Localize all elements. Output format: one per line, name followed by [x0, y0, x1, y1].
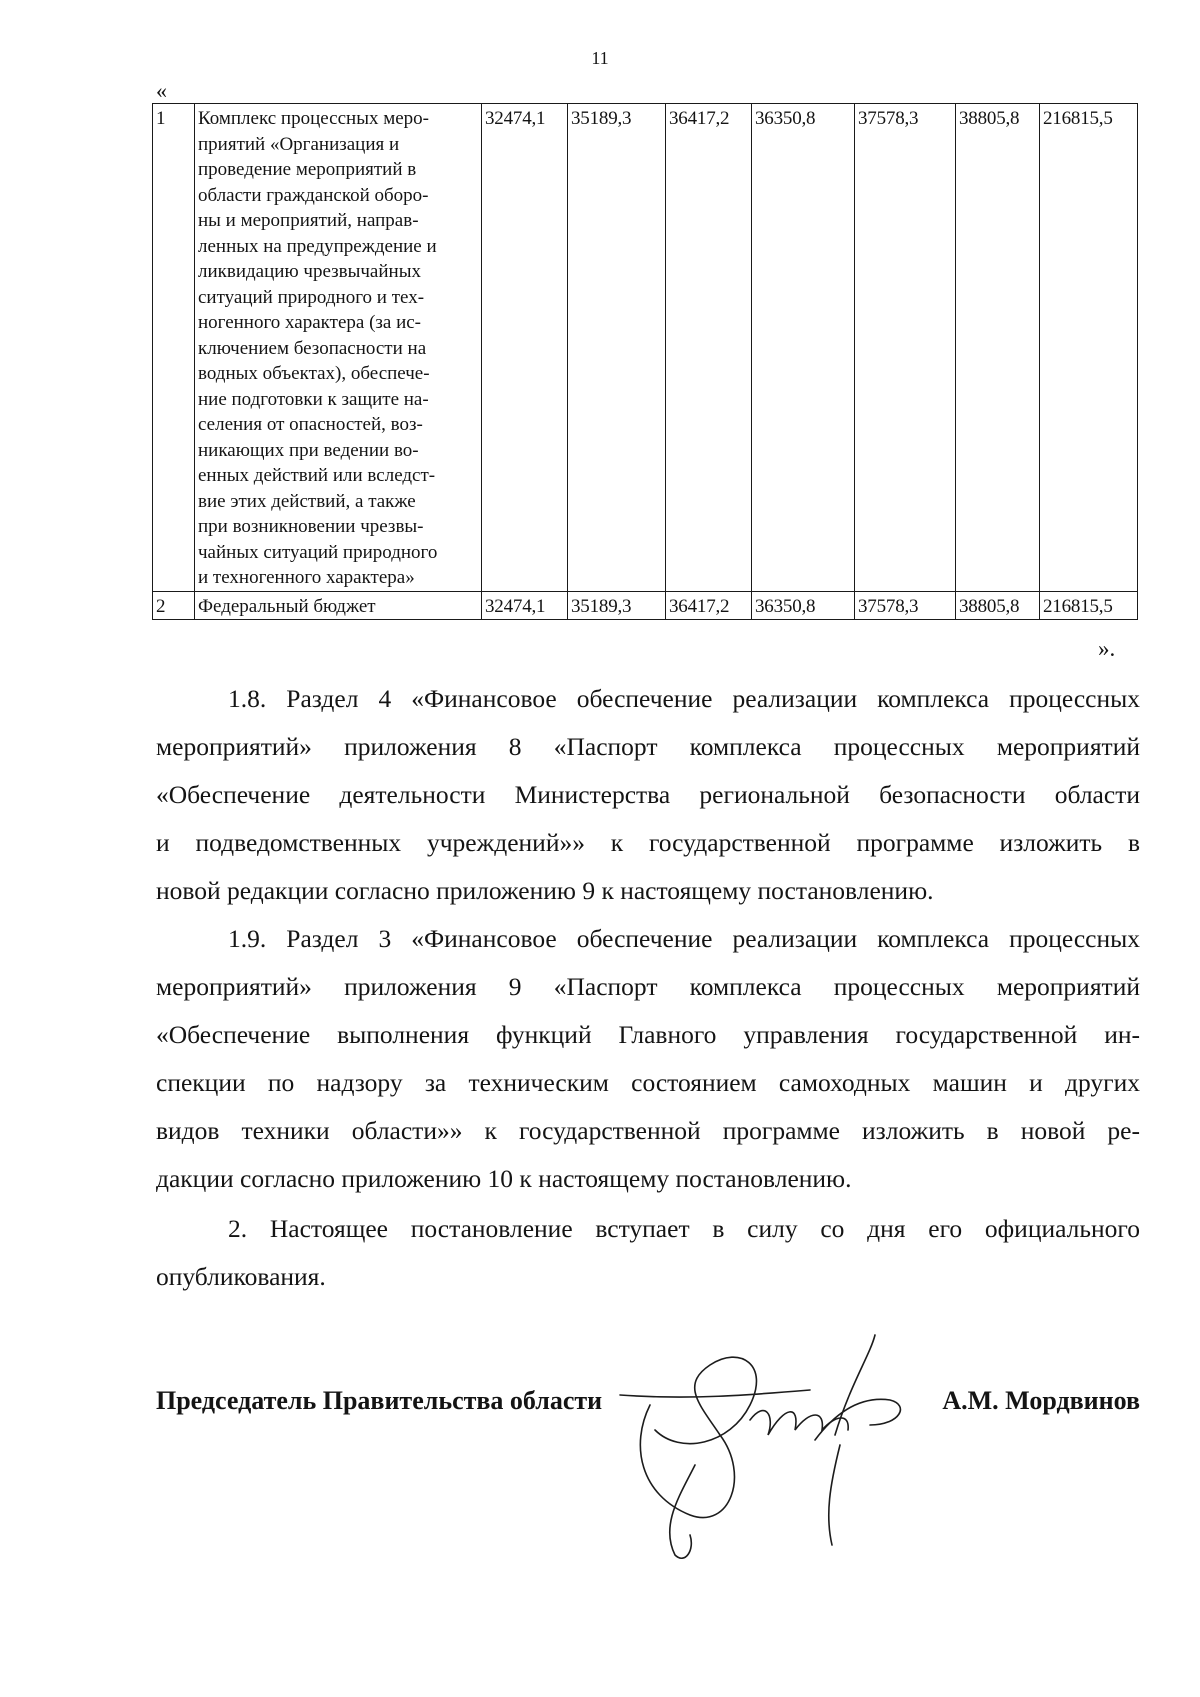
row-name-line: водных объектах), обеспече- [198, 363, 430, 384]
value-cell: 36350,8 [752, 104, 855, 592]
paragraph-line: 2. Настоящее постановление вступает в силу со дня его официального [228, 1214, 1140, 1243]
row-name-line: ликвидацию чрезвычайных [198, 261, 421, 282]
value-cell: 36417,2 [666, 591, 752, 620]
paragraph-line: «Обеспечение деятельности Министерства региональной безопасности области [156, 780, 1140, 809]
row-name-line: Комплекс процессных меро- [198, 108, 429, 129]
row-name-line: проведение мероприятий в [198, 159, 417, 180]
row-name-line: при возникновении чрезвы- [198, 516, 424, 537]
handwritten-signature [600, 1325, 960, 1565]
total-cell: 216815,5 [1040, 104, 1138, 592]
paragraph-1-9 [156, 915, 1140, 1203]
row-name-line: области гражданской оборо- [198, 184, 429, 206]
paragraph-line: «Обеспечение выполнения функций Главного управления государственной ин- [156, 1020, 1140, 1049]
row-name-line: ны и мероприятий, направ- [198, 210, 419, 231]
financing-table [152, 103, 1138, 620]
row-name-line: ногенного характера (за ис- [198, 312, 422, 333]
signatory-name: А.М. Мордвинов [942, 1386, 1140, 1415]
value-cell: 35189,3 [568, 104, 666, 592]
value-cell: 35189,3 [568, 591, 666, 620]
value-cell: 32474,1 [482, 591, 568, 620]
value-cell: 32474,1 [482, 104, 568, 592]
row-name-line: ключением безопасности на [198, 337, 427, 359]
row-name-line: ситуаций природного и тех- [198, 286, 425, 308]
paragraph-line: дакции согласно приложению 10 к настоящему постановлению. [156, 1164, 852, 1193]
paragraph-line: мероприятий» приложения 9 «Паспорт комплекса процессных мероприятий [156, 972, 1140, 1001]
paragraph-line: 1.8. Раздел 4 «Финансовое обеспечение реализации комплекса процессных [228, 684, 1140, 713]
row-name-line: Федеральный бюджет [198, 595, 376, 617]
paragraph-1-8 [156, 675, 1140, 915]
paragraph-line: новой редакции согласно приложению 9 к настоящему постановлению. [156, 876, 934, 905]
row-name-line: енных действий или вследст- [198, 465, 436, 486]
paragraph-line: мероприятий» приложения 8 «Паспорт комплекса процессных мероприятий [156, 732, 1140, 761]
opening-quote: « [156, 78, 167, 103]
value-cell: 38805,8 [956, 104, 1040, 592]
page-number: 11 [591, 48, 609, 68]
paragraph-line: 1.9. Раздел 3 «Финансовое обеспечение реализации комплекса процессных [228, 924, 1140, 953]
value-cell: 37578,3 [855, 591, 956, 620]
row-name-line: ние подготовки к защите на- [198, 388, 429, 410]
value-cell: 36350,8 [752, 591, 855, 620]
paragraph-line: спекции по надзору за техническим состоянием самоходных машин и других [156, 1068, 1140, 1097]
row-name [195, 591, 482, 620]
table-row [153, 591, 1138, 620]
row-name [195, 104, 482, 592]
signatory-title: Председатель Правительства области [156, 1386, 603, 1415]
row-name-line: ленных на предупреждение и [198, 235, 437, 257]
row-number: 1 [153, 104, 195, 592]
row-name-line: селения от опасностей, воз- [198, 414, 423, 435]
row-name-line: и техногенного характера» [198, 567, 415, 588]
value-cell: 38805,8 [956, 591, 1040, 620]
row-name-line: приятий «Организация и [198, 133, 400, 155]
closing-quote: ». [1098, 636, 1116, 661]
row-name-line: никающих при ведении во- [198, 439, 419, 461]
paragraph-line: видов техники области»» к государственной программе изложить в новой ре- [156, 1116, 1140, 1145]
paragraph-line: и подведомственных учреждений»» к государственной программе изложить в [156, 828, 1140, 857]
row-number: 2 [153, 591, 195, 620]
paragraph-line: опубликования. [156, 1262, 326, 1291]
row-name-line: вие этих действий, а также [198, 490, 416, 512]
value-cell: 36417,2 [666, 104, 752, 592]
value-cell: 37578,3 [855, 104, 956, 592]
total-cell: 216815,5 [1040, 591, 1138, 620]
table-row [153, 104, 1138, 592]
paragraph-2 [156, 1205, 1140, 1301]
row-name-line: чайных ситуаций природного [198, 541, 438, 563]
